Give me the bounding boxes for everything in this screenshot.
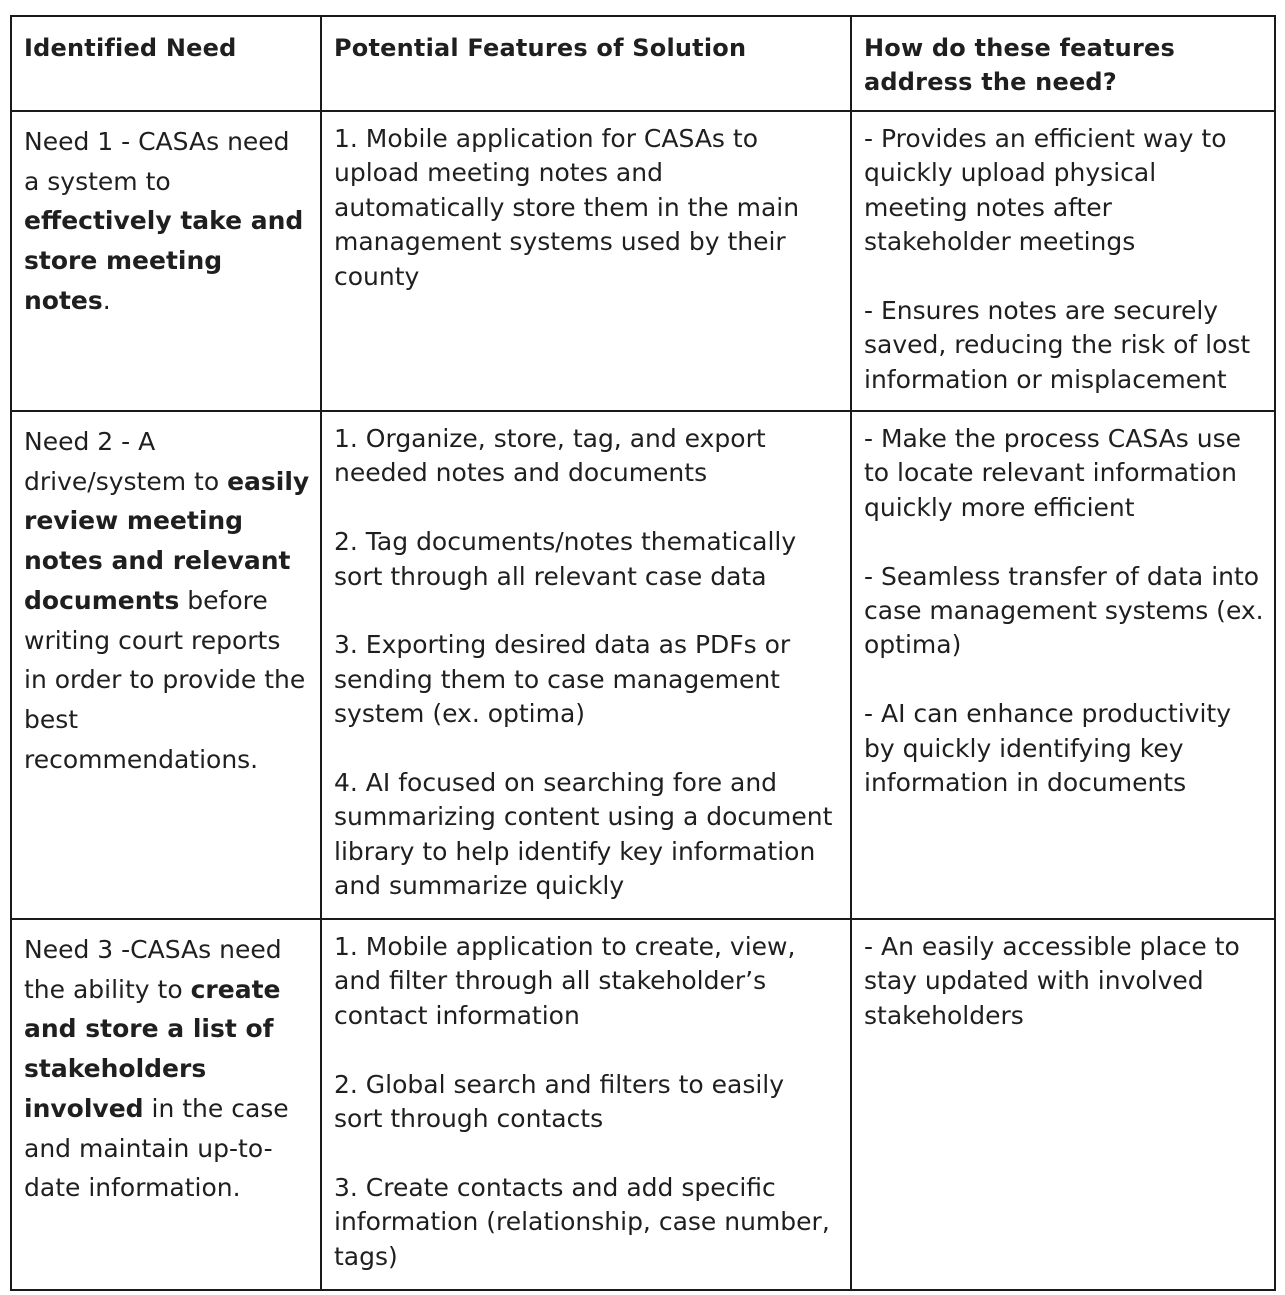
feature-item: 1. Organize, store, tag, and export needed notes and documents bbox=[334, 424, 766, 488]
feature-item: 1. Mobile application to create, view, and filter through all stakeholder’s contact information bbox=[334, 932, 796, 1030]
need-text: Need 1 - CASAs need a system to bbox=[24, 127, 290, 196]
address-item: - An easily accessible place to stay updated with involved stakeholders bbox=[864, 932, 1240, 1030]
address-item: - AI can enhance productivity by quickly identifying key information in documents bbox=[864, 699, 1231, 798]
address-cell bbox=[851, 919, 1275, 1290]
feature-item: 2. Tag documents/notes thematically sort through all relevant case data bbox=[334, 527, 797, 591]
needs-features-table bbox=[10, 15, 1276, 1291]
need-emphasis: easily review meeting notes and relevant documents bbox=[24, 466, 310, 615]
need-text: Need 3 -CASAs need the ability to bbox=[24, 935, 282, 1004]
address-cell bbox=[851, 111, 1275, 411]
address-item: - Seamless transfer of data into case management systems (ex. optima) bbox=[864, 561, 1264, 660]
need-cell bbox=[11, 411, 321, 919]
need-cell bbox=[11, 919, 321, 1290]
address-item: - Make the process CASAs use to locate relevant information quickly more efficient bbox=[864, 424, 1241, 522]
feature-item: 4. AI focused on searching fore and summarizing content using a document library to help identify key information and summarize quickly bbox=[334, 768, 833, 901]
feature-item: 1. Mobile application for CASAs to upload meeting notes and automatically store them in the main management systems used by their county bbox=[334, 124, 800, 291]
header-row bbox=[11, 16, 1275, 111]
feature-item: 3. Exporting desired data as PDFs or sending them to case management system (ex. optima) bbox=[334, 630, 791, 729]
need-cell bbox=[11, 111, 321, 411]
need-text-end: . bbox=[102, 285, 111, 315]
features-cell bbox=[321, 411, 851, 919]
address-item: - Provides an efficient way to quickly upload physical meeting notes after stakeholder meetings bbox=[864, 124, 1227, 257]
feature-item: 2. Global search and filters to easily sort through contacts bbox=[334, 1069, 785, 1134]
features-cell bbox=[321, 919, 851, 1290]
address-item: - Ensures notes are securely saved, reducing the risk of lost information or misplacement bbox=[864, 296, 1251, 394]
header-potential-features: Potential Features of Solution bbox=[321, 16, 851, 111]
address-cell bbox=[851, 411, 1275, 919]
header-identified-need: Identified Need bbox=[11, 16, 321, 111]
header-address-need: How do these features address the need? bbox=[851, 16, 1275, 111]
table-row-need-3 bbox=[11, 919, 1275, 1290]
need-emphasis: effectively take and store meeting notes bbox=[24, 206, 304, 315]
table-row-need-2 bbox=[11, 411, 1275, 919]
need-text: Need 2 - A drive/system to bbox=[24, 427, 228, 496]
table-row-need-1 bbox=[11, 111, 1275, 411]
features-cell bbox=[321, 111, 851, 411]
need-emphasis: create and store a list of stakeholders involved bbox=[24, 974, 281, 1123]
need-text-end: before writing court reports in order to provide the best recommendations. bbox=[24, 585, 306, 774]
need-text-end: in the case and maintain up-to-date information. bbox=[24, 1093, 289, 1203]
feature-item: 3. Create contacts and add specific information (relationship, case number, tags) bbox=[334, 1172, 830, 1271]
